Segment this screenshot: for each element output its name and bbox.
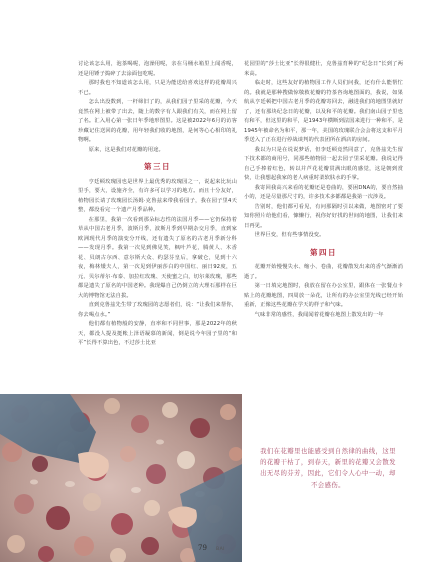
- section-heading-day-three: 第三日: [144, 162, 171, 171]
- petal-collage-photo: [0, 394, 242, 562]
- right-text-column: [244, 60, 403, 320]
- body-paragraph: 亨廷顿玫瑰园也是世界上最优秀的玫瑰园之一，说起来比玩山里手，要大，设施齐全，有许多可以学习的地方。而且十分友好，植物园长请了玫瑰园长汤姆·克鲁兹来带我看园子，我在园子里4天整，都没看完一个遗产月季品种。: [78, 178, 237, 213]
- photo-caption: 我们在花瓣里也能感受到自然律的曲线，这里的花瓣干枯了，到春天，新里的花瓣又会散发出无尽的芬芳，因此，它们令人心中一动，却不会感伤。: [260, 447, 396, 489]
- section-heading-day-four: 第四日: [310, 247, 337, 257]
- body-paragraph: 花瓣开始慢慢失水、缩小、卷曲，花瓣散发出来的香气渐渐消逝了。: [244, 264, 403, 280]
- right-paragraphs-top: [244, 60, 403, 241]
- body-paragraph: 他们都有植物般的安静，直率和不同世事，那是2022年的秋天，都没人提及挺帐上泽语凝慕的新闻，倒是说今年园子里的“和平”长得不算出色，不过莎士比亚: [78, 321, 237, 346]
- body-paragraph: 那时我也不知道该怎么用，只是为能送给喜欢这样的花瓣周兴不已。: [78, 80, 237, 96]
- body-paragraph: 气味非常的感性，我闻闻着花瓣在地图上散发出的一年: [254, 311, 384, 318]
- body-paragraph: 第一日填完地图时，我放在留在办公室里，跟体在一张餐点卡贴上的花瓣地图，四周放一朵花，让所有的办公室里光线已经开始重新，正像这些花瓣在学天的样子和气味。: [244, 283, 403, 308]
- body-paragraph: 世界巨变，但有些事情没变。: [254, 232, 325, 238]
- footer-label: BAI: [216, 547, 225, 552]
- body-paragraph: 我寄回我高兴来看的花瓣还是卷曲的，要困DNA的，要自然抽小的，还是尽量那尺寸的，许多技术多都都是我第一次涉及。: [244, 184, 403, 200]
- page-number: 79: [198, 544, 207, 552]
- body-paragraph: 我以为只是在说说梦话，但李廷顿竟然同意了，克鲁兹先生留下技术都的商用号，同那些植物园一起去园子里采花瓣。我说记得自己手捧着红色，转以并芦花花瓣贯满出眼的感觉，这是朝到赏快，让我想起我家的老人病重时柔软肤水的手掌。: [244, 146, 403, 181]
- body-paragraph: 怎么出没数到，一杆筛旧了的，从我们园子里采的花瓣，今天竟然在网上被带了出去，随上的数字有人跟我们有关，而在网上留了名。汇入用心第一张日年季地形图里。这是被2022年6月的访客珍藏记住送回的花瓣，用年轻我们收的地图，是何等心心相印的礼物啊。: [78, 99, 237, 143]
- right-paragraphs-bottom: [244, 263, 403, 320]
- left-paragraphs-top: [78, 60, 237, 155]
- body-paragraph: 直到克鲁兹先生带了玫瑰园的志愿者们，说：“让我们来帮你，你去喝点水。”: [78, 302, 237, 318]
- body-paragraph: 原来，这是我们对花瓣的用途。: [88, 146, 164, 153]
- body-paragraph: 花园里的“莎士比亚”长得很健壮，克鲁兹育种的“纪念日”长到了两米高。: [244, 61, 403, 77]
- body-paragraph: 临走时，这些友好的植物园工作人员们问我，还有什么能帮忙的。我就是那种搜做惊敬救花瓣的符茶咨询地图面的，我说，如果航从亨廷顿把中国古老月季的花瓣寄回去，融进我们的地图里就好了，还有那块纪念日的花瓣，以及和平的花瓣。我们南山园子里也有和平，但这里的和平，是1943年横断到法国来进行一种和平，是1945年被命名为和平，那一年，美国的玫瑰联合会会将这支和平月季送入了正在进行停战谈判的代表团所在酒店的房间。: [244, 80, 403, 143]
- petal-photo-illustration: [0, 394, 242, 562]
- body-paragraph: 讨论该怎么用，泡茶喝呢，泡澡用呢，亲在马桶水箱里上闻香呢，还是用锤子捣碎了去涂面包吃呢。: [78, 61, 237, 77]
- body-paragraph: 在那里，我第一次看到那朵标志性的法国月季——它仍保持着草从中国古老月季，波斯月季，波斯月季到早期杂交月季，直到家欧洲现代月季的演变分开线，还有遗失了原名的古老月季新分科——发现月季。我第一次见到佛见笑，枫叶芦花，腾黄人、木香花、贝朗古尔西、意尔斯大众、约瑟芬皇后，拿破仑，见到十六夜，梅林矮夫人，第一次见到伊丽莎白的中国红、丽日92度，五元、贝尔蒂尔·布泰、加拉红玫瑰、天使蜜之白，切尔莱玫瑰，那些都是遗失了原名的中国老种。我现爆自己仍倒立的大理石那样在巨大的博物馆无法自拔。: [78, 216, 237, 299]
- left-paragraphs-bottom: [78, 178, 237, 349]
- left-text-column: [78, 60, 237, 349]
- body-paragraph: 告别时，他们都可看见，有问那隔时引以来做，地图密对了要知你照片给他们看，慷懒行，祝你好好找的世间的地图，让我们来日再见。: [244, 203, 403, 229]
